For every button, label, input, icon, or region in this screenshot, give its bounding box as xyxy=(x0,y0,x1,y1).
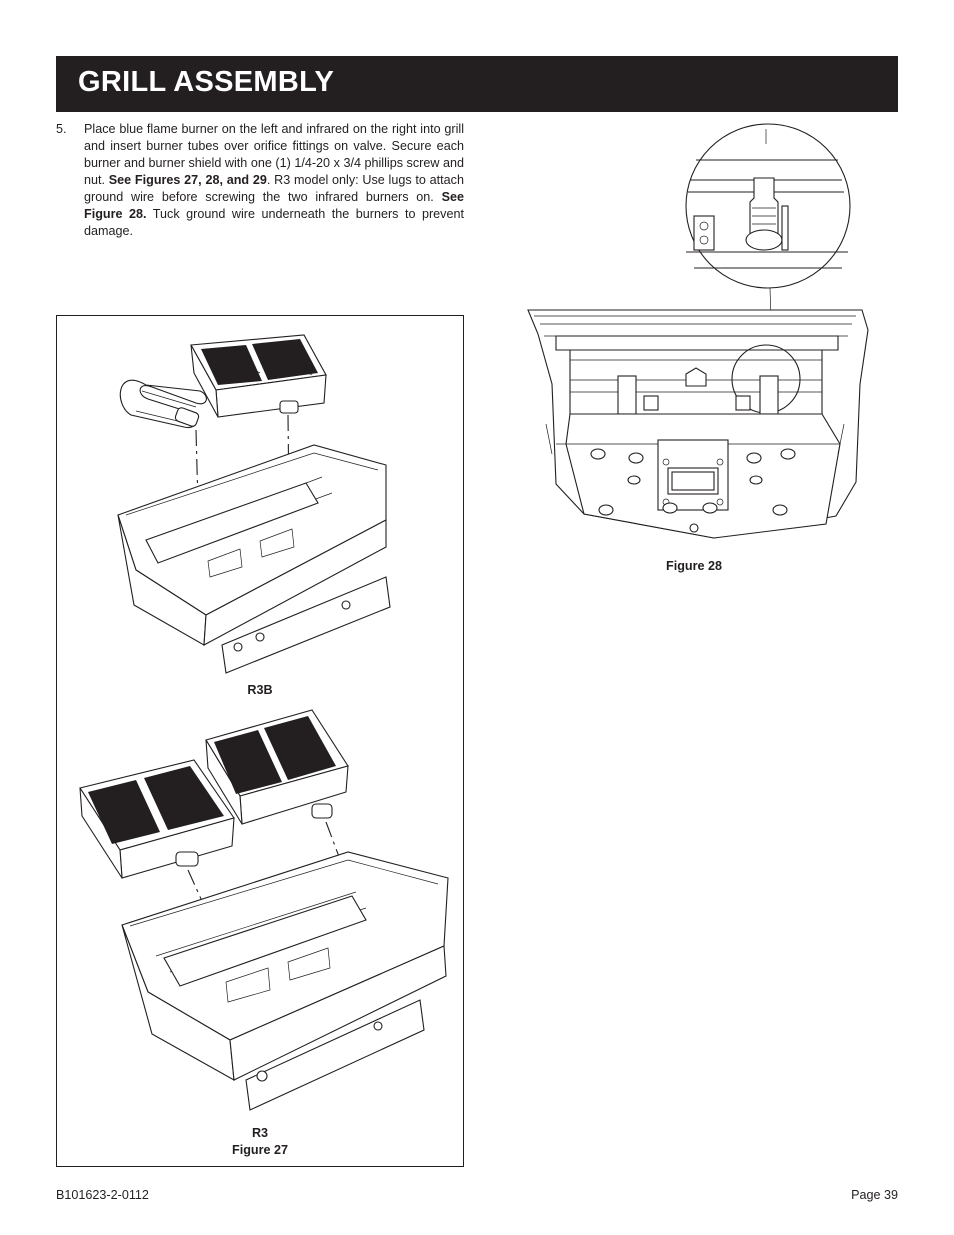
figure-27-r3-illustration xyxy=(56,700,464,1120)
figure-27-label-r3b: R3B xyxy=(247,683,273,697)
figure-28-caption: Figure 28 xyxy=(666,559,722,573)
step-text-part-1: Place blue flame burner on the left and infrared on the right into grill and insert burner tubes over orifice fittings on valve. Secure each burner and burner shield with one (1) 1/4-20 x 3/4 phillips screw and nut. xyxy=(84,122,464,187)
page-number: Page 39 xyxy=(851,1188,898,1202)
figure-27-label-r3: R3 xyxy=(251,1126,269,1140)
instruction-step xyxy=(56,121,464,240)
step-text-part-3: Tuck ground wire underneath the burners to prevent damage. xyxy=(84,207,464,238)
step-text-part-2: . R3 model only: Use lugs to attach ground wire before screwing the two infrared burners on. xyxy=(84,173,464,204)
page-title: GRILL ASSEMBLY xyxy=(78,66,335,98)
document-number: B101623-2-0112 xyxy=(56,1188,149,1202)
figure-reference-1: See Figures 27, 28, and 29 xyxy=(108,173,267,187)
figure-27-r3b-illustration xyxy=(56,315,464,695)
step-text xyxy=(84,121,464,240)
figure-27-caption: Figure 27 xyxy=(232,1143,288,1157)
figure-reference-2: See Figure 28. xyxy=(84,190,464,221)
figure-28-illustration xyxy=(526,124,866,544)
step-number: 5. xyxy=(56,122,67,136)
section-header xyxy=(56,56,898,112)
